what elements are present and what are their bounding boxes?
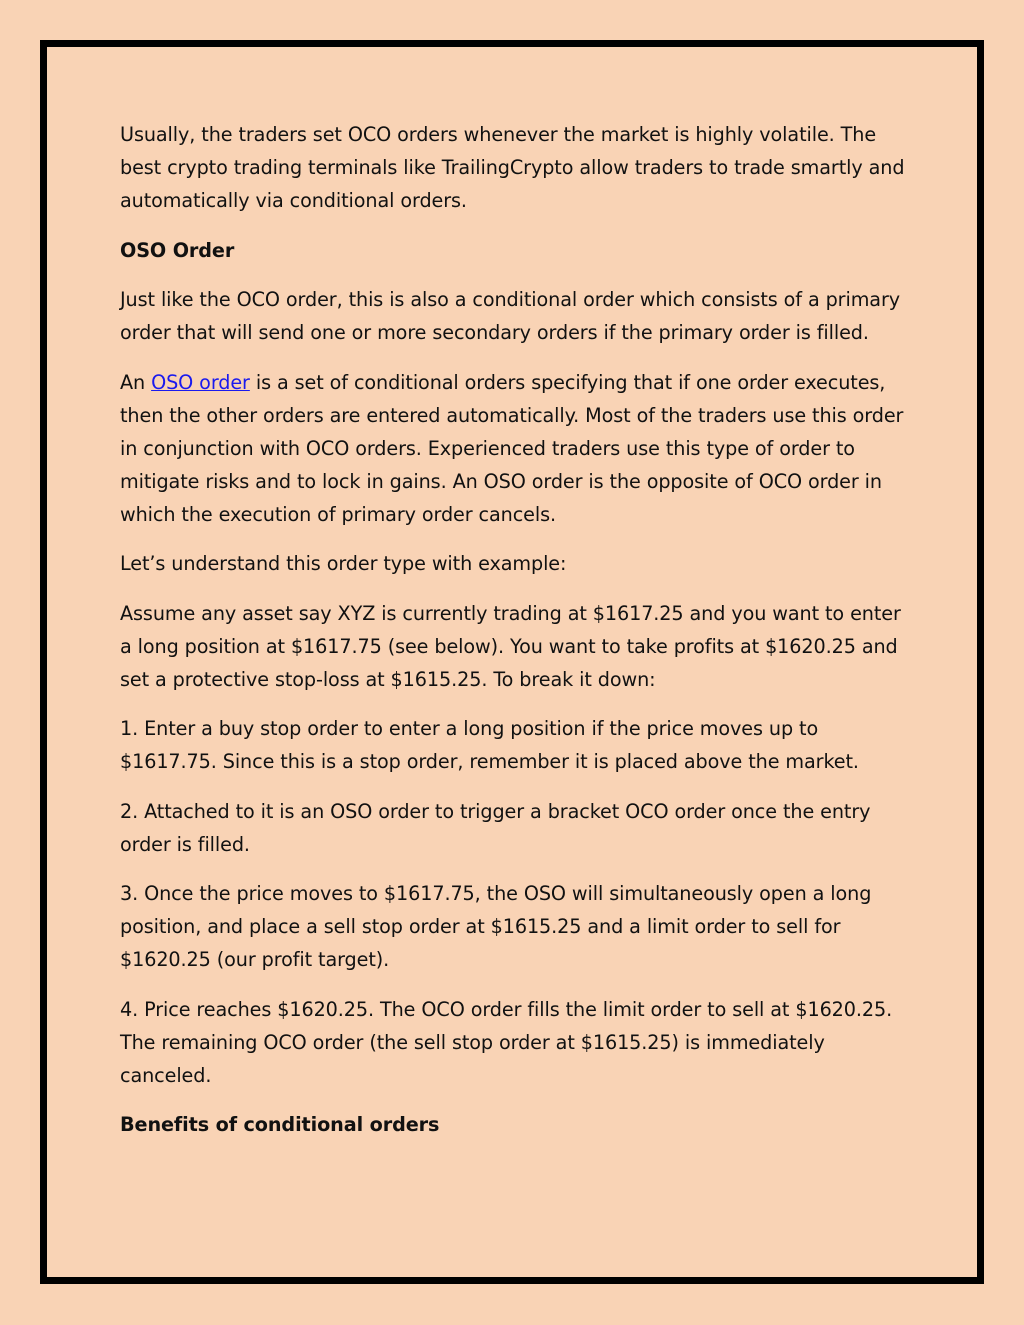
- heading-oso-order: OSO Order: [120, 238, 235, 262]
- heading-benefits: Benefits of conditional orders: [120, 1113, 440, 1136]
- step-2: 2. Attached to it is an OSO order to trigger a bracket OCO order once the entry order is filled.: [120, 799, 871, 856]
- step-4: 4. Price reaches $1620.25. The OCO order fills the limit order to sell at $1620.25. The remaining OCO order (the sell stop order at $1615.25) is immediately canceled.: [120, 997, 893, 1087]
- paragraph-oso-definition: Just like the OCO order, this is also a conditional order which consists of a primary order that will send one or more secondary orders if the primary order is filled.: [120, 288, 900, 344]
- paragraph-example-intro: Let’s understand this order type with example:: [120, 552, 567, 575]
- oso-order-link[interactable]: OSO order: [151, 370, 250, 394]
- paragraph-oso-details: [120, 366, 910, 531]
- paragraph-example-setup: Assume any asset say XYZ is currently trading at $1617.25 and you want to enter a long position at $1617.75 (see below). You want to take profits at $1620.25 and set a protective stop-loss at $1615.25. To break it down:: [120, 601, 901, 691]
- paragraph-oco-volatility: Usually, the traders set OCO orders whenever the market is highly volatile. The best crypto trading terminals like TrailingCrypto allow traders to trade smartly and automatically via conditional orders.: [120, 123, 905, 212]
- paragraph-prefix: An: [120, 370, 152, 394]
- document-body: [120, 118, 910, 1158]
- step-1: 1. Enter a buy stop order to enter a long position if the price moves up to $1617.75. Since this is a stop order, remember it is placed above the market.: [120, 717, 859, 773]
- step-3: 3. Once the price moves to $1617.75, the OSO will simultaneously open a long position, and place a sell stop order at $1615.25 and a limit order to sell for $1620.25 (our profit target).: [120, 882, 872, 971]
- paragraph-rest: is a set of conditional orders specifying that if one order executes, then the other orders are entered automatically. Most of the traders use this order in conjunction with OCO orders. Experienced traders use this type of order to mitigate risks and to lock in gains. An OSO order is the opposite of OCO order in which the execution of primary order cancels.: [120, 370, 904, 526]
